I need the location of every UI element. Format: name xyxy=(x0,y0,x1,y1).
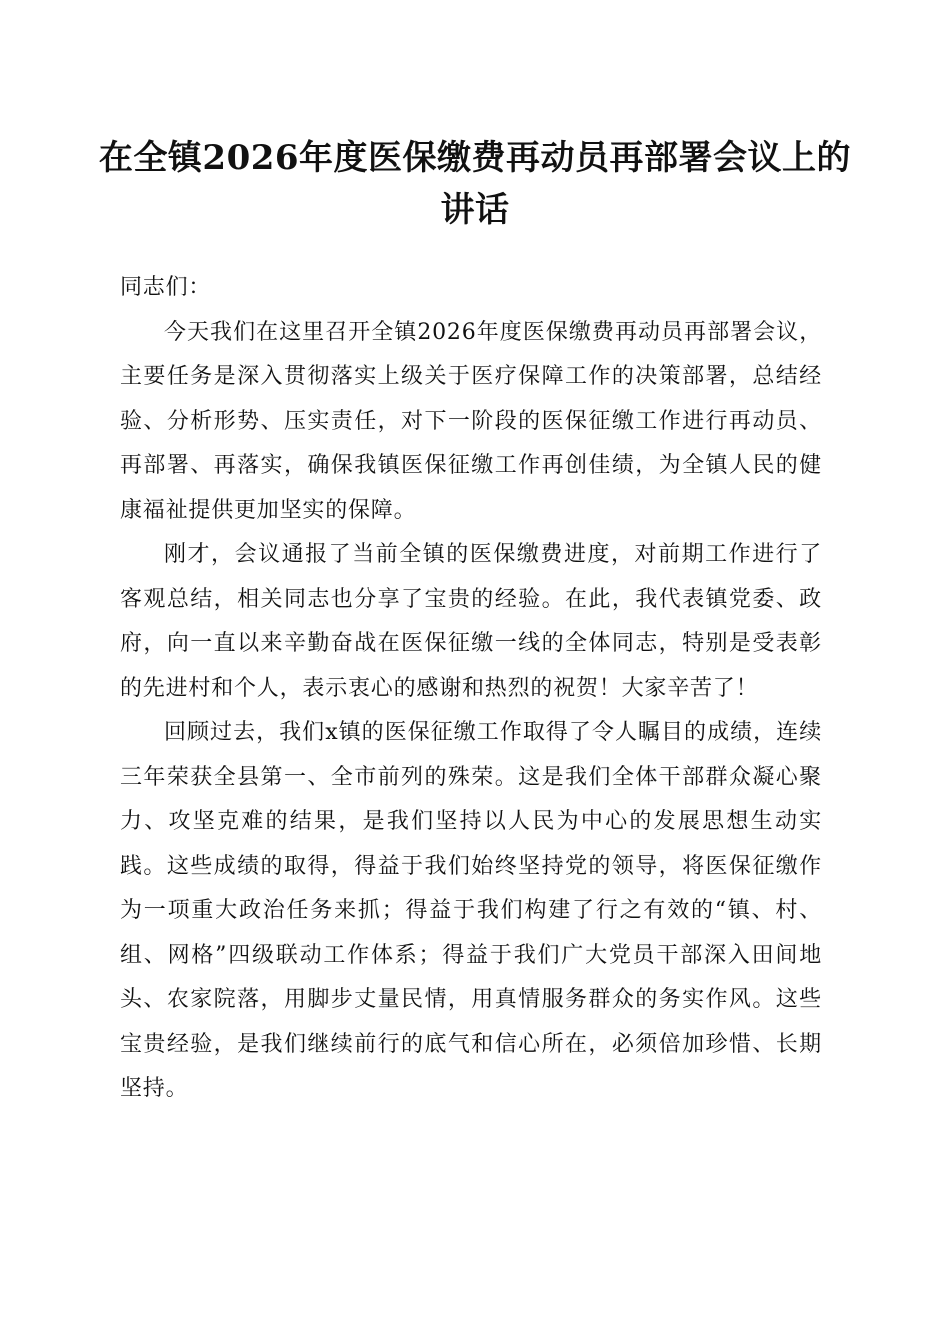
paragraph-review: 回顾过去，我们x镇的医保征缴工作取得了令人瞩目的成绩，连续三年荣获全县第一、全市前列的殊荣。这是我们全体干部群众凝心聚力、攻坚克难的结果，是我们坚持以人民为中心的发展思想生动实践。这些成绩的取得，得益于我们始终坚持党的领导，将医保征缴作为一项重大政治任务来抓；得益于我们构建了行之有效的“镇、村、组、网格”四级联动工作体系；得益于我们广大党员干部深入田间地头、农家院落，用脚步丈量民情，用真情服务群众的务实作风。这些宝贵经验，是我们继续前行的底气和信心所在，必须倍加珍惜、长期坚持。 xyxy=(120,720,822,1101)
salutation: 同志们： xyxy=(120,275,212,300)
paragraph-opening: 今天我们在这里召开全镇2026年度医保缴费再动员再部署会议，主要任务是深入贯彻落实上级关于医疗保障工作的决策部署，总结经验、分析形势、压实责任，对下一阶段的医保征缴工作进行再动员、再部署、再落实，确保我镇医保征缴工作再创佳绩，为全镇人民的健康福祉提供更加坚实的保障。 xyxy=(120,319,822,523)
document-title: 在全镇2026年度医保缴费再动员再部署会议上的讲话 xyxy=(98,138,852,230)
speech-body xyxy=(120,266,822,1112)
paragraph-thanks: 刚才，会议通报了当前全镇的医保缴费进度，对前期工作进行了客观总结，相关同志也分享了宝贵的经验。在此，我代表镇党委、政府，向一直以来辛勤奋战在医保征缴一线的全体同志，特别是受表彰的先进村和个人，表示衷心的感谢和热烈的祝贺！大家辛苦了！ xyxy=(120,542,822,701)
